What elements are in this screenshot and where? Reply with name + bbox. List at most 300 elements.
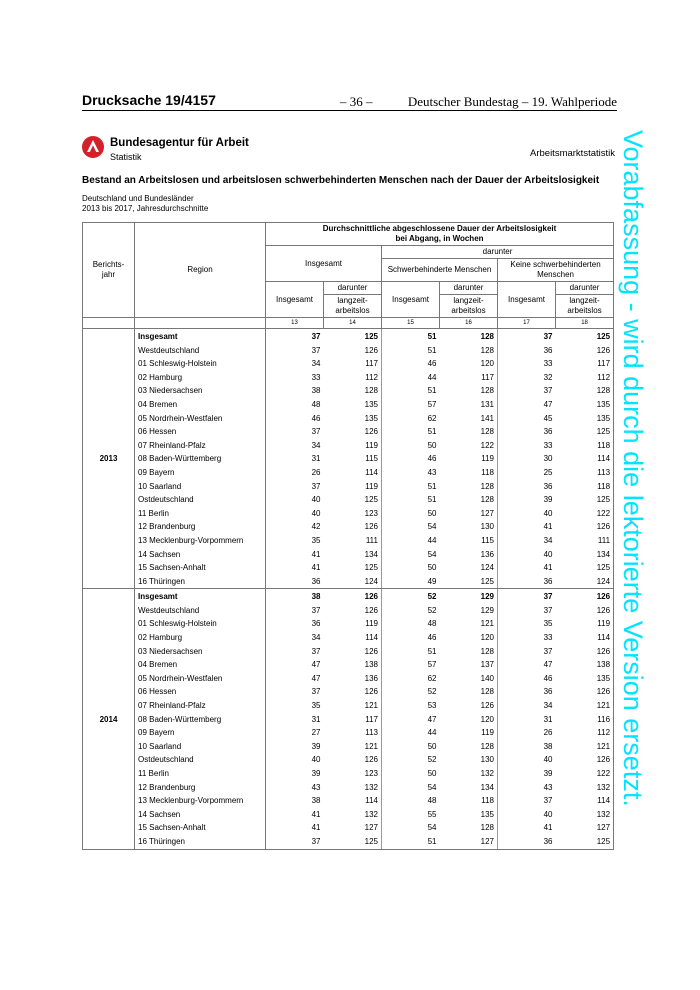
region-cell: 08 Baden-Württemberg bbox=[135, 713, 266, 727]
value-cell: 47 bbox=[427, 714, 437, 724]
table-row bbox=[83, 740, 614, 754]
col-number: 14 bbox=[324, 318, 382, 329]
table-row bbox=[83, 480, 614, 494]
col-number: 17 bbox=[498, 318, 556, 329]
value-cell: 36 bbox=[498, 835, 556, 849]
table-row bbox=[83, 329, 614, 344]
value-cell: 31 bbox=[311, 454, 321, 464]
year-cell: 2014 bbox=[83, 589, 135, 849]
value-cell: 123 bbox=[324, 767, 382, 781]
value-cell: 46 bbox=[427, 454, 437, 464]
value-cell: 35 bbox=[543, 619, 553, 629]
value-cell: 38 bbox=[311, 592, 321, 602]
value-cell: 42 bbox=[311, 522, 321, 532]
value-cell: 135 bbox=[556, 412, 614, 426]
value-cell: 122 bbox=[556, 767, 614, 781]
value-cell: 62 bbox=[427, 673, 437, 683]
value-cell: 34 bbox=[311, 633, 321, 643]
value-cell: 128 bbox=[324, 384, 382, 398]
value-cell: 55 bbox=[427, 809, 437, 819]
value-cell: 41 bbox=[543, 563, 553, 573]
value-cell: 39 bbox=[543, 769, 553, 778]
value-cell: 44 bbox=[427, 728, 437, 738]
value-cell: 52 bbox=[427, 592, 437, 602]
value-cell: 141 bbox=[440, 412, 498, 426]
value-cell: 127 bbox=[324, 821, 382, 835]
value-cell: 125 bbox=[324, 835, 382, 849]
header-langzeit-1: langzeit- arbeitslos bbox=[324, 295, 382, 318]
value-cell: 118 bbox=[440, 466, 498, 480]
region-cell: 12 Brandenburg bbox=[135, 781, 266, 795]
value-cell: 124 bbox=[556, 575, 614, 589]
table-row bbox=[83, 767, 614, 781]
value-cell: 126 bbox=[556, 520, 614, 534]
value-cell: 44 bbox=[427, 372, 437, 382]
table-row bbox=[83, 617, 614, 631]
value-cell: 40 bbox=[543, 549, 553, 559]
value-cell: 52 bbox=[427, 755, 437, 765]
value-cell: 120 bbox=[440, 357, 498, 371]
region-cell: 14 Sachsen bbox=[135, 548, 266, 562]
value-cell: 138 bbox=[556, 658, 614, 672]
value-cell: 27 bbox=[311, 728, 321, 738]
value-cell: 52 bbox=[427, 687, 437, 697]
value-cell: 118 bbox=[556, 439, 614, 453]
value-cell: 126 bbox=[556, 753, 614, 767]
value-cell: 36 bbox=[498, 575, 556, 589]
header-num-year bbox=[83, 318, 135, 329]
table-row bbox=[83, 835, 614, 849]
page-number: – 36 – bbox=[340, 94, 373, 109]
table-row bbox=[83, 672, 614, 686]
table-row bbox=[83, 357, 614, 371]
value-cell: 45 bbox=[543, 413, 553, 423]
value-cell: 126 bbox=[324, 344, 382, 358]
value-cell: 119 bbox=[556, 617, 614, 631]
value-cell: 125 bbox=[556, 835, 614, 849]
value-cell: 34 bbox=[311, 359, 321, 369]
value-cell: 113 bbox=[556, 466, 614, 480]
value-cell: 25 bbox=[543, 467, 553, 477]
value-cell: 47 bbox=[543, 399, 553, 409]
value-cell: 137 bbox=[440, 658, 498, 672]
value-cell: 48 bbox=[427, 796, 437, 806]
header-num-region bbox=[135, 318, 266, 329]
value-cell: 36 bbox=[543, 687, 553, 697]
region-cell: 03 Niedersachsen bbox=[135, 645, 266, 659]
value-cell: 117 bbox=[440, 371, 498, 385]
value-cell: 46 bbox=[427, 633, 437, 643]
value-cell: 37 bbox=[311, 345, 321, 355]
table-row bbox=[83, 384, 614, 398]
value-cell: 53 bbox=[427, 701, 437, 711]
value-cell: 124 bbox=[324, 575, 382, 589]
value-cell: 44 bbox=[427, 535, 437, 545]
value-cell: 126 bbox=[324, 520, 382, 534]
value-cell: 111 bbox=[556, 534, 614, 548]
region-cell: 12 Brandenburg bbox=[135, 520, 266, 534]
region-cell: Ostdeutschland bbox=[135, 753, 266, 767]
table-row bbox=[83, 534, 614, 548]
value-cell: 33 bbox=[543, 633, 553, 643]
value-cell: 57 bbox=[427, 660, 437, 670]
table-body bbox=[83, 329, 614, 850]
value-cell: 41 bbox=[543, 522, 553, 532]
table-row bbox=[83, 808, 614, 822]
value-cell: 50 bbox=[427, 440, 437, 450]
value-cell: 126 bbox=[556, 604, 614, 618]
value-cell: 128 bbox=[440, 344, 498, 358]
value-cell: 51 bbox=[427, 646, 437, 656]
value-cell: 39 bbox=[543, 495, 553, 505]
value-cell: 126 bbox=[324, 645, 382, 659]
value-cell: 37 bbox=[311, 481, 321, 491]
region-cell: 04 Bremen bbox=[135, 398, 266, 412]
table-row bbox=[83, 726, 614, 740]
region-cell: Insgesamt bbox=[135, 329, 266, 344]
table-row bbox=[83, 575, 614, 589]
table-row bbox=[83, 658, 614, 672]
agency-name: Bundesagentur für Arbeit bbox=[110, 137, 249, 149]
value-cell: 121 bbox=[556, 740, 614, 754]
value-cell: 46 bbox=[311, 413, 321, 423]
value-cell: 136 bbox=[440, 548, 498, 562]
table-row bbox=[83, 507, 614, 521]
region-cell: 10 Saarland bbox=[135, 740, 266, 754]
value-cell: 31 bbox=[543, 714, 553, 724]
value-cell: 128 bbox=[440, 384, 498, 398]
region-cell: Westdeutschland bbox=[135, 344, 266, 358]
value-cell: 119 bbox=[324, 480, 382, 494]
value-cell: 35 bbox=[311, 535, 321, 545]
table-row bbox=[83, 604, 614, 618]
value-cell: 36 bbox=[266, 575, 324, 589]
value-cell: 57 bbox=[427, 399, 437, 409]
region-cell: 08 Baden-Württemberg bbox=[135, 452, 266, 466]
value-cell: 135 bbox=[324, 412, 382, 426]
value-cell: 118 bbox=[556, 480, 614, 494]
value-cell: 124 bbox=[440, 561, 498, 575]
value-cell: 126 bbox=[556, 589, 614, 604]
value-cell: 113 bbox=[324, 726, 382, 740]
region-cell: 01 Schleswig-Holstein bbox=[135, 357, 266, 371]
header-langzeit-3: langzeit- arbeitslos bbox=[556, 295, 614, 318]
region-cell: 06 Hessen bbox=[135, 685, 266, 699]
value-cell: 36 bbox=[311, 619, 321, 629]
value-cell: 37 bbox=[543, 796, 553, 806]
header-darunter-2: darunter bbox=[440, 282, 498, 295]
document-number-prefix: Drucksache 19/ bbox=[82, 92, 185, 108]
header-region: Region bbox=[135, 223, 266, 318]
value-cell: 48 bbox=[311, 399, 321, 409]
header-insgesamt-3: Insgesamt bbox=[498, 282, 556, 318]
table-row bbox=[83, 548, 614, 562]
value-cell: 37 bbox=[543, 592, 553, 602]
value-cell: 38 bbox=[311, 796, 321, 806]
value-cell: 52 bbox=[427, 605, 437, 615]
value-cell: 126 bbox=[324, 685, 382, 699]
agency-logo-icon bbox=[82, 136, 104, 158]
parliament-period: Deutscher Bundestag – 19. Wahlperiode bbox=[407, 94, 617, 109]
value-cell: 50 bbox=[427, 769, 437, 778]
region-cell: 16 Thüringen bbox=[135, 835, 266, 849]
value-cell: 36 bbox=[543, 427, 553, 437]
value-cell: 120 bbox=[440, 631, 498, 645]
value-cell: 47 bbox=[311, 673, 321, 683]
value-cell: 128 bbox=[440, 480, 498, 494]
table-row bbox=[83, 713, 614, 727]
value-cell: 40 bbox=[543, 508, 553, 518]
value-cell: 33 bbox=[543, 359, 553, 369]
value-cell: 126 bbox=[556, 685, 614, 699]
col-number: 15 bbox=[382, 318, 440, 329]
header-langzeit-2: langzeit- arbeitslos bbox=[440, 295, 498, 318]
value-cell: 125 bbox=[556, 329, 614, 344]
value-cell: 121 bbox=[440, 617, 498, 631]
value-cell: 126 bbox=[324, 604, 382, 618]
value-cell: 129 bbox=[440, 604, 498, 618]
region-cell: 13 Mecklenburg-Vorpommern bbox=[135, 534, 266, 548]
value-cell: 125 bbox=[556, 561, 614, 575]
region-cell: 09 Bayern bbox=[135, 466, 266, 480]
value-cell: 128 bbox=[440, 821, 498, 835]
table-subtitle-region: Deutschland und Bundesländer bbox=[82, 194, 194, 203]
document-number-value: 4157 bbox=[184, 92, 216, 108]
value-cell: 126 bbox=[324, 425, 382, 439]
value-cell: 122 bbox=[440, 439, 498, 453]
value-cell: 34 bbox=[543, 535, 553, 545]
value-cell: 116 bbox=[556, 713, 614, 727]
value-cell: 43 bbox=[311, 782, 321, 792]
value-cell: 132 bbox=[324, 781, 382, 795]
region-cell: 10 Saarland bbox=[135, 480, 266, 494]
value-cell: 41 bbox=[311, 809, 321, 819]
region-cell: 07 Rheinland-Pfalz bbox=[135, 439, 266, 453]
region-cell: 06 Hessen bbox=[135, 425, 266, 439]
value-cell: 47 bbox=[543, 660, 553, 670]
region-cell: 09 Bayern bbox=[135, 726, 266, 740]
value-cell: 41 bbox=[311, 563, 321, 573]
value-cell: 130 bbox=[440, 753, 498, 767]
value-cell: 126 bbox=[324, 753, 382, 767]
value-cell: 49 bbox=[382, 575, 440, 589]
value-cell: 50 bbox=[427, 741, 437, 751]
header-insgesamt-group: Insgesamt bbox=[266, 246, 382, 282]
logo-circle bbox=[82, 136, 104, 158]
header-schwerbehinderte: Schwerbehinderte Menschen bbox=[382, 259, 498, 282]
document-number bbox=[82, 92, 216, 108]
table-row bbox=[83, 794, 614, 808]
table-row bbox=[83, 425, 614, 439]
value-cell: 40 bbox=[543, 809, 553, 819]
table-row bbox=[83, 520, 614, 534]
value-cell: 50 bbox=[427, 508, 437, 518]
value-cell: 41 bbox=[311, 823, 321, 833]
table-row bbox=[83, 398, 614, 412]
col-number: 18 bbox=[556, 318, 614, 329]
value-cell: 132 bbox=[440, 767, 498, 781]
value-cell: 43 bbox=[427, 467, 437, 477]
table-row bbox=[83, 781, 614, 795]
col-number: 13 bbox=[266, 318, 324, 329]
region-cell: 01 Schleswig-Holstein bbox=[135, 617, 266, 631]
value-cell: 128 bbox=[440, 425, 498, 439]
value-cell: 26 bbox=[311, 467, 321, 477]
value-cell: 128 bbox=[440, 645, 498, 659]
value-cell: 114 bbox=[556, 631, 614, 645]
value-cell: 138 bbox=[324, 658, 382, 672]
value-cell: 134 bbox=[556, 548, 614, 562]
value-cell: 37 bbox=[311, 427, 321, 437]
region-cell: 03 Niedersachsen bbox=[135, 384, 266, 398]
value-cell: 33 bbox=[311, 372, 321, 382]
value-cell: 135 bbox=[556, 672, 614, 686]
region-cell: 14 Sachsen bbox=[135, 808, 266, 822]
header-insgesamt-2: Insgesamt bbox=[382, 282, 440, 318]
value-cell: 119 bbox=[440, 726, 498, 740]
value-cell: 117 bbox=[324, 357, 382, 371]
region-cell: 02 Hamburg bbox=[135, 371, 266, 385]
region-cell: Westdeutschland bbox=[135, 604, 266, 618]
value-cell: 35 bbox=[311, 701, 321, 711]
value-cell: 31 bbox=[311, 714, 321, 724]
value-cell: 51 bbox=[427, 495, 437, 505]
value-cell: 34 bbox=[543, 701, 553, 711]
value-cell: 132 bbox=[324, 808, 382, 822]
value-cell: 48 bbox=[427, 619, 437, 629]
value-cell: 39 bbox=[311, 769, 321, 778]
table-row bbox=[83, 631, 614, 645]
table-row bbox=[83, 412, 614, 426]
value-cell: 39 bbox=[311, 741, 321, 751]
value-cell: 121 bbox=[324, 740, 382, 754]
value-cell: 37 bbox=[543, 386, 553, 396]
value-cell: 135 bbox=[440, 808, 498, 822]
value-cell: 128 bbox=[440, 685, 498, 699]
value-cell: 37 bbox=[543, 332, 553, 341]
value-cell: 132 bbox=[556, 781, 614, 795]
value-cell: 123 bbox=[324, 507, 382, 521]
value-cell: 41 bbox=[311, 549, 321, 559]
region-cell: 16 Thüringen bbox=[135, 575, 266, 589]
value-cell: 33 bbox=[543, 440, 553, 450]
region-cell: Ostdeutschland bbox=[135, 493, 266, 507]
header-group-title: Durchschnittliche abgeschlossene Dauer der Arbeitslosigkeit bei Abgang, in Wochen bbox=[266, 223, 614, 246]
header-keine-schwerbehinderten: Keine schwerbehinderten Menschen bbox=[498, 259, 614, 282]
table-row bbox=[83, 561, 614, 575]
header-insgesamt-1: Insgesamt bbox=[266, 282, 324, 318]
table-row bbox=[83, 699, 614, 713]
value-cell: 134 bbox=[440, 781, 498, 795]
region-cell: 07 Rheinland-Pfalz bbox=[135, 699, 266, 713]
value-cell: 40 bbox=[543, 755, 553, 765]
watermark-text: Vorabfassung - wird durch die lektorierte Version ersetzt. bbox=[618, 130, 648, 807]
value-cell: 54 bbox=[427, 549, 437, 559]
value-cell: 47 bbox=[311, 660, 321, 670]
value-cell: 128 bbox=[440, 493, 498, 507]
col-number: 16 bbox=[440, 318, 498, 329]
table-row bbox=[83, 821, 614, 835]
page-header bbox=[82, 92, 617, 111]
value-cell: 40 bbox=[311, 495, 321, 505]
region-cell: 04 Bremen bbox=[135, 658, 266, 672]
value-cell: 115 bbox=[324, 452, 382, 466]
value-cell: 114 bbox=[324, 631, 382, 645]
value-cell: 127 bbox=[440, 835, 498, 849]
value-cell: 128 bbox=[556, 384, 614, 398]
value-cell: 127 bbox=[556, 821, 614, 835]
value-cell: 119 bbox=[324, 617, 382, 631]
value-cell: 125 bbox=[440, 575, 498, 589]
value-cell: 37 bbox=[543, 605, 553, 615]
value-cell: 46 bbox=[543, 673, 553, 683]
value-cell: 114 bbox=[324, 466, 382, 480]
value-cell: 130 bbox=[440, 520, 498, 534]
value-cell: 114 bbox=[324, 794, 382, 808]
value-cell: 41 bbox=[543, 823, 553, 833]
table-row bbox=[83, 589, 614, 604]
header-year: Berichts- jahr bbox=[83, 223, 135, 318]
value-cell: 126 bbox=[556, 645, 614, 659]
value-cell: 126 bbox=[324, 589, 382, 604]
value-cell: 134 bbox=[324, 548, 382, 562]
value-cell: 135 bbox=[556, 398, 614, 412]
value-cell: 37 bbox=[311, 605, 321, 615]
value-cell: 37 bbox=[311, 332, 321, 341]
table-subtitle-period: 2013 bis 2017, Jahresdurchschnitte bbox=[82, 204, 209, 213]
value-cell: 51 bbox=[427, 345, 437, 355]
value-cell: 115 bbox=[440, 534, 498, 548]
region-cell: 15 Sachsen-Anhalt bbox=[135, 821, 266, 835]
value-cell: 32 bbox=[543, 372, 553, 382]
value-cell: 37 bbox=[266, 835, 324, 849]
value-cell: 26 bbox=[543, 728, 553, 738]
table-row bbox=[83, 645, 614, 659]
value-cell: 54 bbox=[427, 823, 437, 833]
header-darunter-3: darunter bbox=[556, 282, 614, 295]
value-cell: 112 bbox=[556, 371, 614, 385]
value-cell: 125 bbox=[324, 493, 382, 507]
value-cell: 51 bbox=[382, 835, 440, 849]
value-cell: 127 bbox=[440, 507, 498, 521]
value-cell: 51 bbox=[427, 481, 437, 491]
value-cell: 128 bbox=[440, 740, 498, 754]
value-cell: 40 bbox=[311, 508, 321, 518]
value-cell: 36 bbox=[543, 345, 553, 355]
draft-watermark bbox=[610, 130, 670, 890]
region-cell: 15 Sachsen-Anhalt bbox=[135, 561, 266, 575]
value-cell: 119 bbox=[324, 439, 382, 453]
value-cell: 125 bbox=[324, 329, 382, 344]
header-darunter-1: darunter bbox=[324, 282, 382, 295]
value-cell: 126 bbox=[556, 344, 614, 358]
value-cell: 131 bbox=[440, 398, 498, 412]
header-darunter-top: darunter bbox=[382, 246, 614, 259]
value-cell: 140 bbox=[440, 672, 498, 686]
value-cell: 125 bbox=[556, 425, 614, 439]
value-cell: 136 bbox=[324, 672, 382, 686]
region-cell: 11 Berlin bbox=[135, 507, 266, 521]
value-cell: 117 bbox=[324, 713, 382, 727]
value-cell: 118 bbox=[440, 794, 498, 808]
table-head bbox=[83, 223, 614, 329]
value-cell: 128 bbox=[440, 329, 498, 344]
value-cell: 50 bbox=[427, 563, 437, 573]
value-cell: 37 bbox=[311, 646, 321, 656]
region-cell: 11 Berlin bbox=[135, 767, 266, 781]
table-row bbox=[83, 371, 614, 385]
value-cell: 122 bbox=[556, 507, 614, 521]
